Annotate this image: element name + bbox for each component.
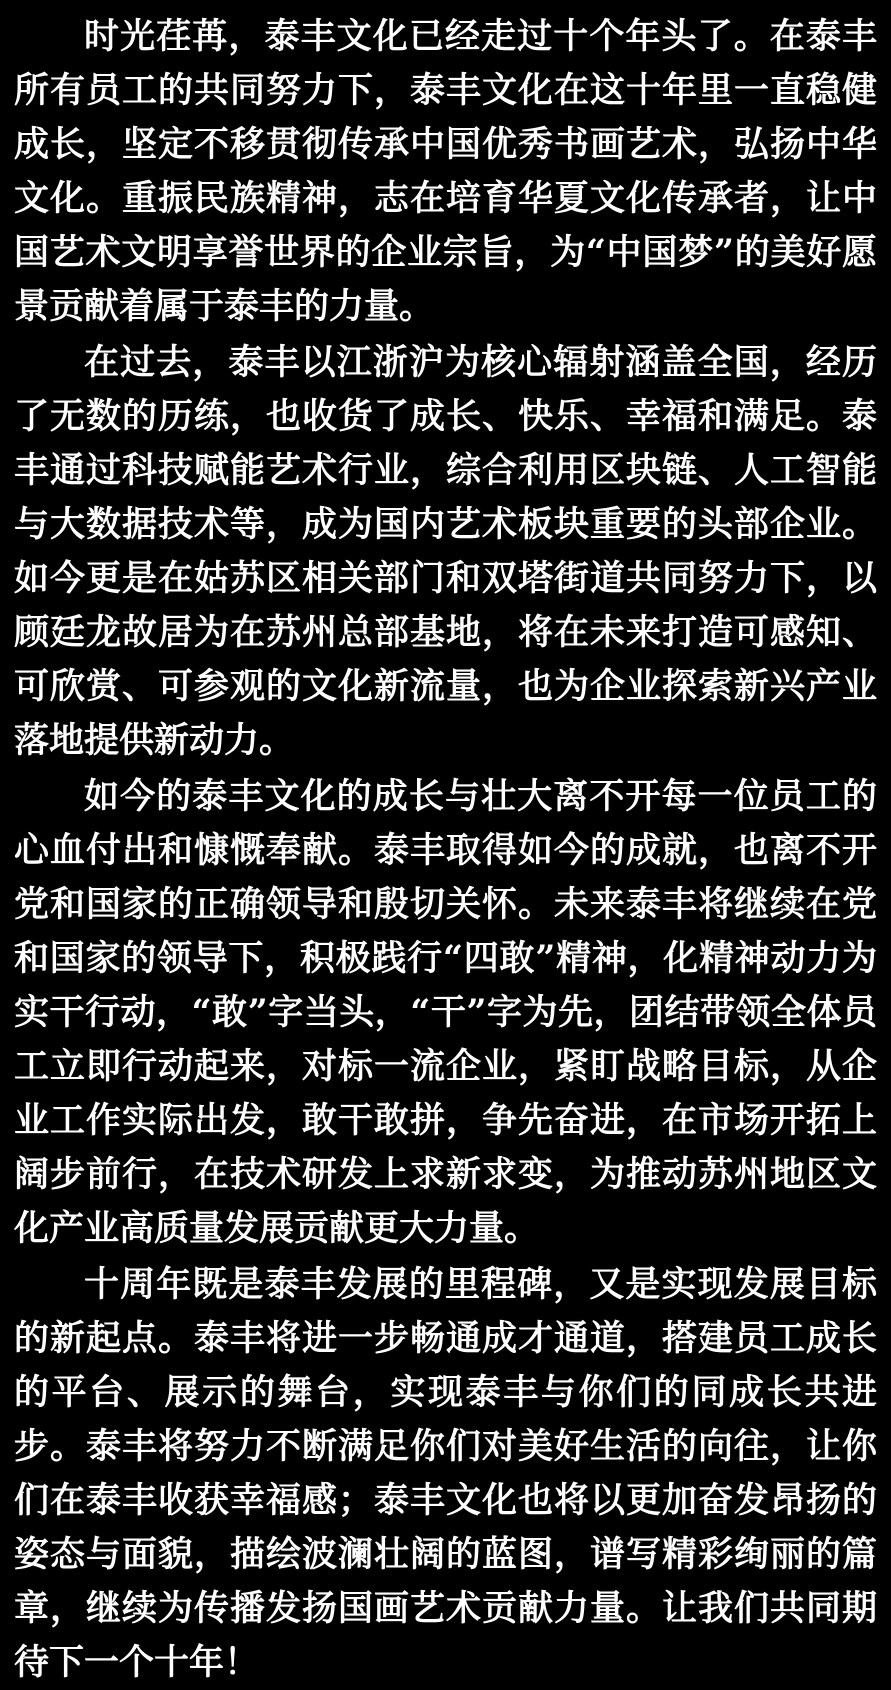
paragraph: 如今的泰丰文化的成长与壮大离不开每一位员工的心血付出和慷慨奉献。泰丰取得如今的成就，也离不开党和国家的正确领导和殷切关怀。未来泰丰将继续在党和国家的领导下，积极践行“四敢”精神，化精神动力为实干行动，“敢”字当头，“干”字为先，团结带领全体员工立即行动起来，对标一流企业，紧盯战略目标，从企业工作实际出发，敢干敢拼，争先奋进，在市场开拓上阔步前行，在技术研发上求新求变，为推动苏州地区文化产业高质量发展贡献更大力量。 (14, 776, 877, 1249)
paragraph: 十周年既是泰丰发展的里程碑，又是实现发展目标的新起点。泰丰将进一步畅通成才通道，搭建员工成长的平台、展示的舞台，实现泰丰与你们的同成长共进步。泰丰将努力不断满足你们对美好生活的向往，让你们在泰丰收获幸福感；泰丰文化也将以更加奋发昂扬的姿态与面貌，描绘波澜壮阔的蓝图，谱写精彩绚丽的篇章，继续为传播发扬国画艺术贡献力量。让我们共同期待下一个十年！ (14, 1264, 877, 1683)
article-body (14, 10, 877, 1690)
paragraph: 时光荏苒，泰丰文化已经走过十个年头了。在泰丰所有员工的共同努力下，泰丰文化在这十年里一直稳健成长，坚定不移贯彻传承中国优秀书画艺术，弘扬中华文化。重振民族精神，志在培育华夏文化传承者，让中国艺术文明享誉世界的企业宗旨，为“中国梦”的美好愿景贡献着属于泰丰的力量。 (14, 16, 877, 327)
paragraph: 在过去，泰丰以江浙沪为核心辐射涵盖全国，经历了无数的历练，也收货了成长、快乐、幸福和满足。泰丰通过科技赋能艺术行业，综合利用区块链、人工智能与大数据技术等，成为国内艺术板块重要的头部企业。如今更是在姑苏区相关部门和双塔街道共同努力下，以顾廷龙故居为在苏州总部基地，将在未来打造可感知、可欣赏、可参观的文化新流量，也为企业探索新兴产业落地提供新动力。 (14, 342, 877, 761)
